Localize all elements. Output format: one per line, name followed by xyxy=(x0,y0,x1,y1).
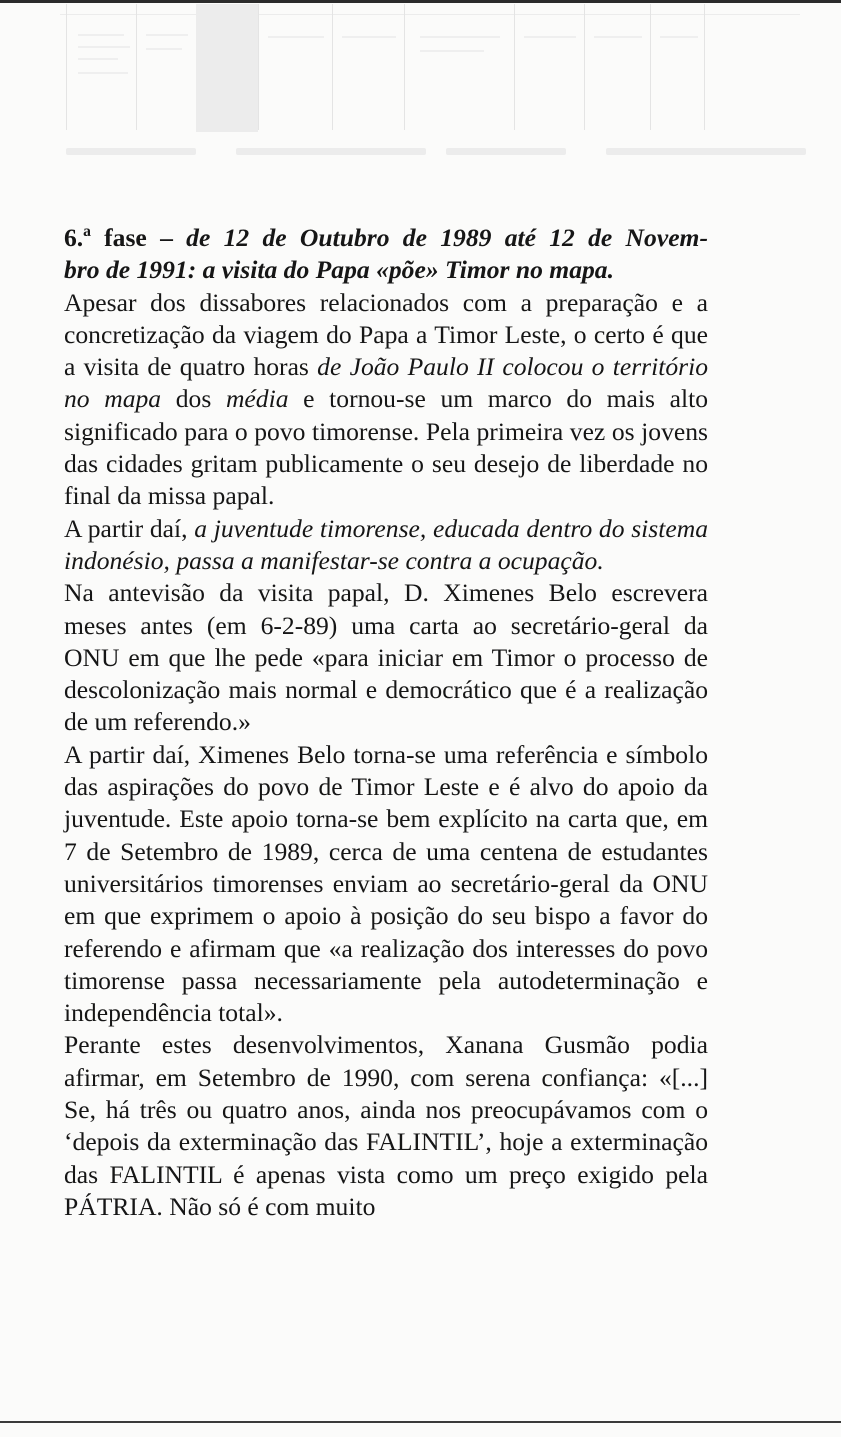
phase-heading xyxy=(64,222,708,287)
italic-run: a juventude timorense, educada dentro do sistema indonésio, passa a manifestar-se contra a ocupação. xyxy=(64,513,708,575)
book-page-body xyxy=(64,222,708,1223)
page-bottom-edge xyxy=(0,1421,841,1423)
text-run: dos xyxy=(161,384,226,414)
text-run: e tornou-se um marco do mais alto significado para o povo timorense. Pela primeira vez os jovens das cidades gritam publicamente o seu desejo de liberdade no final da missa papal. xyxy=(64,384,708,511)
italic-run: de João Paulo II colocou o território no mapa xyxy=(64,352,709,414)
text-run: A partir daí, xyxy=(64,513,195,543)
italic-run: média xyxy=(225,384,289,414)
paragraph-belo-reference: A partir daí, Ximenes Belo torna-se uma referência e símbolo das aspirações do povo de Timor Leste e é alvo do apoio da juventude. Este apoio torna-se bem explícito na carta que, em 7 de Setembro de 1989, cerca de uma centena de estudantes universitários timorenses enviam ao secretário-geral da ONU em que exprimem o apoio à posição do seu bispo a favor do referendo e afirmam que «a realização dos interesses do povo timorense passa necessariamente pela autodeterminação e independência total». xyxy=(64,739,708,1028)
paragraph-xanana-quote: Perante estes desenvolvimentos, Xanana Gusmão podia afirmar, em Setembro de 1990, com serena confiança: «[...] Se, há três ou quatro anos, ainda nos preocupávamos com o ‘depois da exterminação das FALINTIL’, hoje a exterminação das FALINTIL é apenas vista como um preço exigido pela PÁTRIA. Não só é com muito xyxy=(64,1030,708,1221)
phase-heading-line-1 xyxy=(64,222,708,254)
paragraph-youth xyxy=(64,513,708,578)
paragraph-papal-visit xyxy=(64,287,708,513)
paragraph-belo-letter: Na antevisão da visita papal, D. Ximenes Belo escrevera meses antes (em 6-2-89) uma carta ao secretário-geral da ONU em que lhe pede «para iniciar em Timor o processo de descolonização mais normal e democrático que é a realização de um referendo.» xyxy=(64,578,708,737)
show-through-ghost xyxy=(0,0,841,170)
phase-title-part-2: bro de 1991: a visita do Papa «põe» Timor no mapa. xyxy=(64,255,615,285)
phase-label: 6.ª fase – xyxy=(64,223,187,252)
text-run: Apesar dos dissabores relacionados com a preparação e a concretização da viagem do Papa a Timor Leste, o certo é que a visita de quatro horas xyxy=(64,287,708,382)
phase-title-part-1: de 12 de Outubro de 1989 até 12 de Novem- xyxy=(186,223,708,252)
